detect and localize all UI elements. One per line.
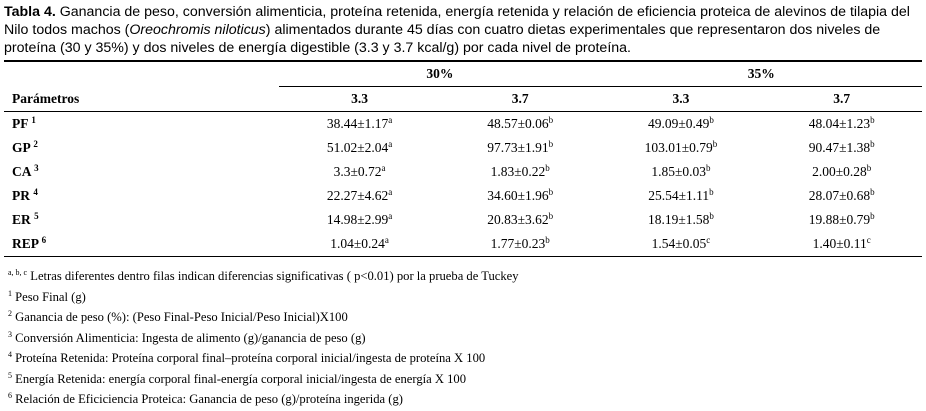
significance-letter: a bbox=[384, 235, 389, 245]
cell-value: 1.54±0.05 bbox=[651, 236, 707, 251]
significance-letter: a bbox=[388, 187, 393, 197]
parameter-name: PR bbox=[12, 188, 30, 203]
significance-letter: b bbox=[866, 163, 872, 173]
significance-letter: b bbox=[548, 139, 554, 149]
significance-letter: b bbox=[870, 139, 875, 149]
table-row bbox=[4, 232, 922, 257]
row-parameter bbox=[4, 136, 279, 160]
significance-letter: b bbox=[870, 115, 875, 125]
caption-label: Tabla 4. bbox=[4, 4, 56, 20]
table-cell bbox=[761, 208, 922, 232]
significance-letter: b bbox=[545, 163, 550, 173]
cell-value: 2.00±0.28 bbox=[812, 164, 867, 179]
footnote-mark: 4 bbox=[8, 350, 12, 359]
footnote-text: Energía Retenida: energía corporal final-energía corporal inicial/ingesta de energía X 100 bbox=[12, 371, 467, 386]
cell-value: 1.85±0.03 bbox=[651, 164, 706, 179]
footnote-mark: 2 bbox=[8, 309, 12, 318]
parameter-footnote-mark: 5 bbox=[34, 211, 39, 221]
table-cell bbox=[601, 184, 762, 208]
cell-value: 97.73±1.91 bbox=[487, 140, 549, 155]
group-header-35: 35% bbox=[601, 61, 922, 87]
subheader: 3.7 bbox=[440, 87, 601, 112]
table-cell bbox=[440, 208, 601, 232]
cell-value: 1.83±0.22 bbox=[490, 164, 546, 179]
caption-text-2: ) alimentados durante 45 días con cuatro dietas experimentales que representaron dos niveles de proteína (30 y 35%) y dos niveles de energía digestible (3.3 y 3.7 kcal/g) por cada nivel de proteína. bbox=[4, 22, 881, 56]
significance-letter: b bbox=[709, 187, 714, 197]
cell-value: 3.3±0.72 bbox=[333, 164, 382, 179]
significance-letter: b bbox=[548, 187, 554, 197]
footnote-mark: a, b, c bbox=[8, 268, 28, 277]
footnote-text: Letras diferentes dentro filas indican diferencias significativas ( p<0.01) por la prueba de Tuckey bbox=[27, 269, 519, 283]
results-table bbox=[4, 60, 922, 257]
caption-species: Oreochromis niloticus bbox=[129, 22, 266, 38]
subheader: 3.3 bbox=[601, 87, 762, 112]
footnote-mark: 1 bbox=[8, 288, 12, 298]
parameter-footnote-mark: 1 bbox=[31, 115, 36, 125]
footnote-text: Conversión Alimenticia: Ingesta de alimento (g)/ganancia de peso (g) bbox=[12, 330, 366, 345]
table-cell bbox=[601, 112, 762, 137]
footnote bbox=[8, 389, 918, 410]
table-cell bbox=[440, 232, 601, 257]
table-cell bbox=[601, 232, 762, 257]
significance-letter: b bbox=[706, 163, 711, 173]
cell-value: 51.02±2.04 bbox=[326, 140, 389, 155]
cell-value: 38.44±1.17 bbox=[326, 116, 389, 131]
footnote bbox=[8, 348, 918, 369]
table-row bbox=[4, 160, 922, 184]
table-cell bbox=[279, 232, 440, 257]
table-cell bbox=[440, 136, 601, 160]
significance-letter: b bbox=[870, 187, 875, 197]
footnote bbox=[8, 369, 918, 390]
cell-value: 1.40±0.11 bbox=[812, 236, 867, 251]
significance-letter: a bbox=[388, 115, 393, 125]
table-cell bbox=[601, 160, 762, 184]
table-body bbox=[4, 112, 922, 257]
table-cell bbox=[761, 232, 922, 257]
row-parameter bbox=[4, 208, 279, 232]
parameter-name: ER bbox=[12, 212, 31, 227]
group-header-30: 30% bbox=[279, 61, 600, 87]
subheader: 3.3 bbox=[279, 87, 440, 112]
cell-value: 48.04±1.23 bbox=[808, 116, 871, 131]
cell-value: 22.27±4.62 bbox=[326, 188, 389, 203]
significance-letter: b bbox=[548, 211, 554, 221]
significance-letter: b bbox=[709, 211, 714, 221]
significance-letter: b bbox=[712, 139, 718, 149]
table-row bbox=[4, 208, 922, 232]
table-row bbox=[4, 136, 922, 160]
significance-letter: c bbox=[866, 235, 871, 245]
parameter-footnote-mark: 3 bbox=[34, 163, 39, 173]
cell-value: 103.01±0.79 bbox=[644, 140, 713, 155]
cell-value: 48.57±0.06 bbox=[487, 116, 549, 131]
footnote-mark: 3 bbox=[8, 329, 12, 339]
footnotes bbox=[8, 266, 918, 410]
parameter-name: PF bbox=[12, 116, 28, 131]
cell-value: 1.77±0.23 bbox=[490, 236, 546, 251]
parameter-name: GP bbox=[12, 140, 31, 155]
cell-value: 28.07±0.68 bbox=[808, 188, 871, 203]
footnote-text: Proteína Retenida: Proteína corporal final–proteína corporal inicial/ingesta de proteína X 100 bbox=[12, 351, 486, 365]
subheader: 3.7 bbox=[761, 87, 922, 112]
row-parameter bbox=[4, 232, 279, 257]
parameter-name: CA bbox=[12, 164, 31, 179]
footnote bbox=[8, 287, 918, 308]
table-cell bbox=[440, 160, 601, 184]
footnote-text: Relación de Eficiciencia Proteica: Ganancia de peso (g)/proteína ingerida (g) bbox=[12, 392, 403, 406]
table-cell bbox=[601, 208, 762, 232]
footnote-text: Peso Final (g) bbox=[12, 289, 86, 304]
table-cell bbox=[761, 184, 922, 208]
significance-letter: a bbox=[388, 211, 393, 221]
parameter-footnote-mark: 4 bbox=[33, 187, 38, 197]
table-cell bbox=[440, 112, 601, 137]
table-caption bbox=[4, 3, 922, 57]
table-cell bbox=[761, 112, 922, 137]
caption-text-1: Ganancia de peso, conversión alimenticia, proteína retenida, energía retenida y relación de eficiencia proteica de alevinos de tilapia del Nilo todos machos ( bbox=[4, 4, 910, 38]
row-parameter bbox=[4, 160, 279, 184]
significance-letter: a bbox=[388, 139, 393, 149]
cell-value: 90.47±1.38 bbox=[808, 140, 871, 155]
cell-value: 14.98±2.99 bbox=[326, 212, 389, 227]
parameter-footnote-mark: 6 bbox=[41, 235, 47, 245]
significance-letter: b bbox=[709, 115, 714, 125]
row-parameter bbox=[4, 112, 279, 137]
cell-value: 19.88±0.79 bbox=[808, 212, 871, 227]
table-cell bbox=[279, 112, 440, 137]
footnote-text: Ganancia de peso (%): (Peso Final-Peso Inicial/Peso Inicial)X100 bbox=[12, 310, 348, 324]
cell-value: 49.09±0.49 bbox=[647, 116, 710, 131]
row-parameter bbox=[4, 184, 279, 208]
significance-letter: b bbox=[870, 211, 875, 221]
significance-letter: b bbox=[548, 115, 554, 125]
footnote-mark: 5 bbox=[8, 370, 12, 380]
table-cell bbox=[440, 184, 601, 208]
table-cell bbox=[279, 160, 440, 184]
significance-letter: a bbox=[381, 163, 386, 173]
cell-value: 25.54±1.11 bbox=[648, 188, 710, 203]
cell-value: 18.19±1.58 bbox=[647, 212, 710, 227]
table-cell bbox=[601, 136, 762, 160]
table-row bbox=[4, 184, 922, 208]
footnote bbox=[8, 266, 918, 287]
significance-letter: b bbox=[545, 235, 550, 245]
cell-value: 20.83±3.62 bbox=[487, 212, 549, 227]
footnote bbox=[8, 307, 918, 328]
parameter-footnote-mark: 2 bbox=[33, 139, 38, 149]
footnote-mark: 6 bbox=[8, 391, 12, 400]
table-cell bbox=[279, 136, 440, 160]
cell-value: 34.60±1.96 bbox=[487, 188, 549, 203]
param-header: Parámetros bbox=[4, 87, 279, 112]
table-row bbox=[4, 112, 922, 137]
cell-value: 1.04±0.24 bbox=[330, 236, 385, 251]
table-cell bbox=[279, 208, 440, 232]
footnote bbox=[8, 328, 918, 349]
significance-letter: c bbox=[706, 235, 711, 245]
table-cell bbox=[761, 136, 922, 160]
parameter-name: REP bbox=[12, 236, 39, 251]
table-cell bbox=[761, 160, 922, 184]
table-cell bbox=[279, 184, 440, 208]
